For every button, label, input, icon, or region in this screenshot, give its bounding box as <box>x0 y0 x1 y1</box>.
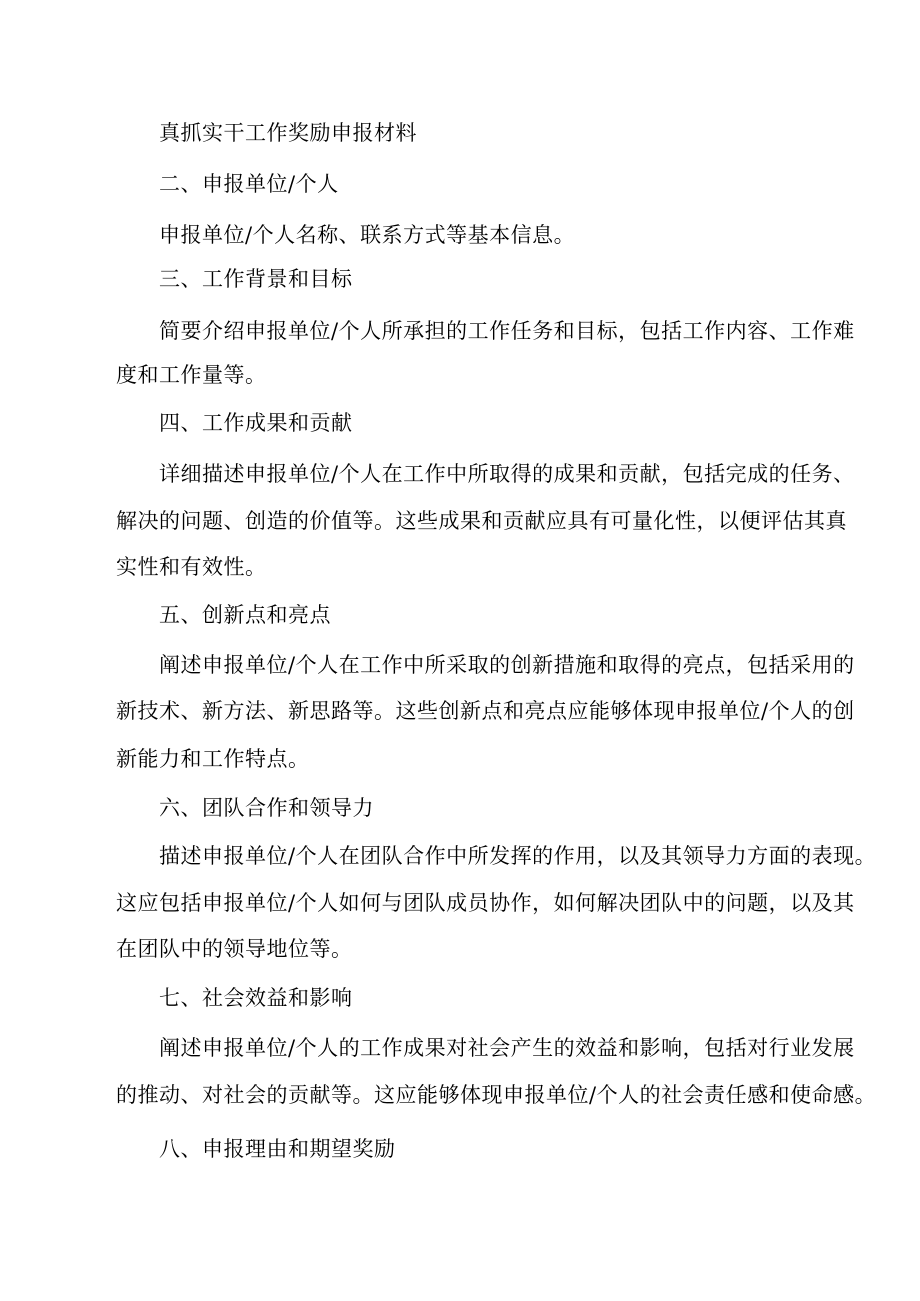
paragraph-line: 在团队中的领导地位等。 <box>116 937 353 961</box>
section-heading: 五、创新点和亮点 <box>159 603 331 627</box>
paragraph-line: 描述申报单位/个人在团队合作中所发挥的作用，以及其领导力方面的表现。 <box>159 844 877 868</box>
paragraph-line: 简要介绍申报单位/个人所承担的工作任务和目标，包括工作内容、工作难 <box>159 319 855 343</box>
paragraph-line: 这应包括申报单位/个人如何与团队成员协作，如何解决团队中的问题，以及其 <box>116 891 855 915</box>
paragraph-line: 新能力和工作特点。 <box>116 747 310 771</box>
paragraph-line: 实性和有效性。 <box>116 555 267 579</box>
paragraph-line: 度和工作量等。 <box>116 363 267 387</box>
paragraph-line: 详细描述申报单位/个人在工作中所取得的成果和贡献，包括完成的任务、 <box>159 462 855 486</box>
section-heading: 七、社会效益和影响 <box>159 986 353 1010</box>
section-heading: 三、工作背景和目标 <box>159 267 353 291</box>
section-heading: 四、工作成果和贡献 <box>159 411 353 435</box>
section-heading: 六、团队合作和领导力 <box>159 796 374 820</box>
document-title: 真抓实干工作奖励申报材料 <box>159 121 417 145</box>
paragraph-line: 解决的问题、创造的价值等。这些成果和贡献应具有可量化性，以便评估其真 <box>116 509 847 533</box>
paragraph-line: 阐述申报单位/个人的工作成果对社会产生的效益和影响，包括对行业发展 <box>159 1036 855 1060</box>
section-heading: 八、申报理由和期望奖励 <box>159 1137 396 1161</box>
paragraph-line: 申报单位/个人名称、联系方式等基本信息。 <box>159 223 576 247</box>
section-heading: 二、申报单位/个人 <box>159 172 339 196</box>
paragraph-line: 的推动、对社会的贡献等。这应能够体现申报单位/个人的社会责任感和使命感。 <box>116 1083 877 1107</box>
paragraph-line: 新技术、新方法、新思路等。这些创新点和亮点应能够体现申报单位/个人的创 <box>116 699 855 723</box>
paragraph-line: 阐述申报单位/个人在工作中所采取的创新措施和取得的亮点，包括采用的 <box>159 653 855 677</box>
